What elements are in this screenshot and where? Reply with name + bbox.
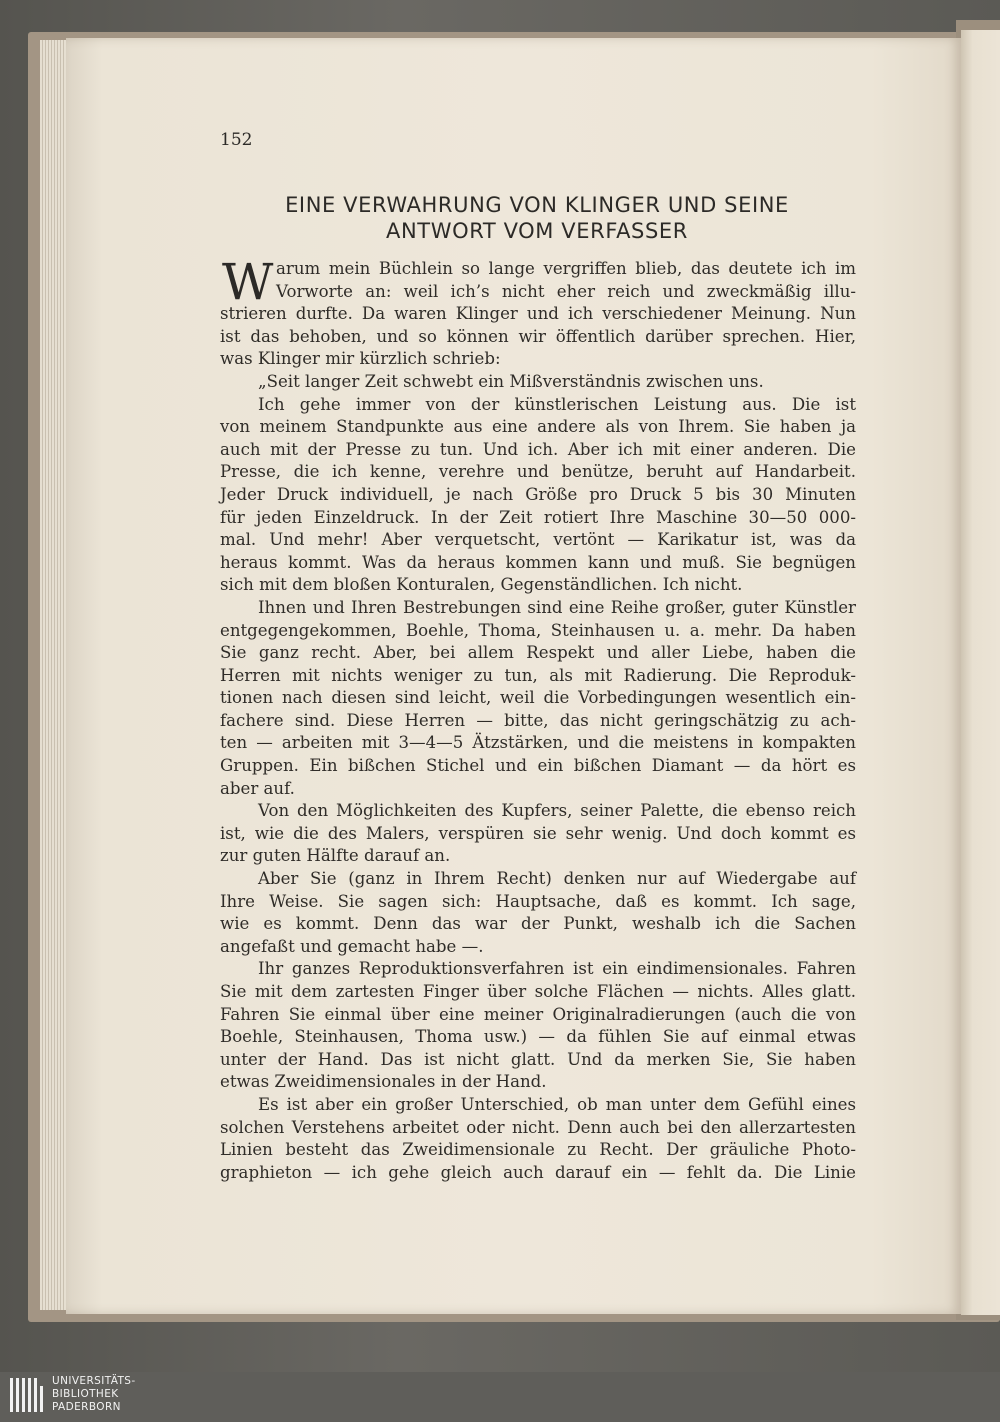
text-line: angefaßt und gemacht habe —. [220, 936, 484, 956]
logo-line-2: BIBLIOTHEK [52, 1388, 119, 1400]
text-line: entgegengekommen, Boehle, Thoma, Steinhausen u. a. mehr. Da haben [220, 620, 856, 640]
text-line: etwas Zweidimensionales in der Hand. [220, 1072, 547, 1092]
text-line: aber auf. [220, 778, 295, 798]
page-number: 152 [220, 130, 253, 150]
heading-line-1: EINE VERWAHRUNG VON KLINGER UND SEINE [285, 193, 789, 217]
text-line: solchen Verstehens arbeitet oder nicht. Denn auch bei den allerzartesten [220, 1117, 856, 1137]
text-line: ten — arbeiten mit 3—4—5 Ätzstärken, und die meistens in kompakten [220, 733, 856, 753]
library-logo-icon [8, 1376, 48, 1416]
text-line: Sie ganz recht. Aber, bei allem Respekt und aller Liebe, haben die [220, 643, 856, 663]
text-line: von meinem Standpunkte aus eine andere als von Ihrem. Sie haben ja [220, 417, 856, 437]
library-logo-text [52, 1375, 136, 1414]
text-line: Vorworte an: weil ich’s nicht eher reich und zweckmäßig illu- [276, 281, 856, 301]
text-line: Es ist aber ein großer Unterschied, ob man unter dem Gefühl eines [258, 1094, 856, 1114]
text-line: Presse, die ich kenne, verehre und benütze, beruht auf Handarbeit. [220, 462, 856, 482]
text-line: sich mit dem bloßen Konturalen, Gegenständlichen. Ich nicht. [220, 575, 743, 595]
logo-line-1: UNIVERSITÄTS- [52, 1375, 136, 1387]
text-line: mal. Und mehr! Aber verquetscht, vertönt — Karikatur ist, was da [220, 530, 856, 550]
text-line: wie es kommt. Denn das war der Punkt, weshalb ich die Sachen [220, 914, 856, 934]
text-line: was Klinger mir kürzlich schrieb: [220, 349, 501, 369]
text-line: fachere sind. Diese Herren — bitte, das nicht geringschätzig zu ach- [220, 710, 856, 730]
text-line: Aber Sie (ganz in Ihrem Recht) denken nur auf Wiedergabe auf [258, 869, 856, 889]
text-line: Boehle, Steinhausen, Thoma usw.) — da fühlen Sie auf einmal etwas [220, 1027, 856, 1047]
text-line: Fahren Sie einmal über eine meiner Originalradierungen (auch die von [220, 1004, 856, 1024]
text-line: unter der Hand. Das ist nicht glatt. Und da merken Sie, Sie haben [220, 1049, 856, 1069]
chapter-heading [220, 192, 854, 244]
text-line: strieren durfte. Da waren Klinger und ich verschiedener Meinung. Nun [220, 304, 856, 324]
text-line: Ich gehe immer von der künstlerischen Leistung aus. Die ist [258, 394, 856, 414]
text-line: arum mein Büchlein so lange vergriffen blieb, das deutete ich im [276, 259, 856, 278]
text-line: tionen nach diesen sind leicht, weil die Vorbedingungen wesentlich ein- [220, 688, 856, 708]
text-line: Ihre Weise. Sie sagen sich: Hauptsache, daß es kommt. Ich sage, [220, 891, 856, 911]
text-line: Gruppen. Ein bißchen Stichel und ein bißchen Diamant — da hört es [220, 756, 856, 776]
text-line: ist, wie die des Malers, verspüren sie sehr wenig. Und doch kommt es [220, 823, 856, 843]
heading-line-2: ANTWORT VOM VERFASSER [386, 219, 688, 243]
text-line: „Seit langer Zeit schwebt ein Mißverständnis zwischen uns. [258, 371, 764, 391]
text-line: Herren mit nichts weniger zu tun, als mit Radierung. Die Reproduk- [220, 665, 856, 685]
text-line: zur guten Hälfte darauf an. [220, 846, 451, 866]
text-line: Ihr ganzes Reproduktionsverfahren ist ein eindimensionales. Fahren [258, 959, 856, 979]
text-line: heraus kommt. Was da heraus kommen kann und muß. Sie begnügen [220, 552, 856, 572]
text-line: Ihnen und Ihren Bestrebungen sind eine Reihe großer, guter Künstler [258, 597, 856, 617]
body-text [220, 253, 856, 1184]
facing-page-edge [961, 30, 1000, 1315]
text-line: Linien besteht das Zweidimensionale zu Recht. Der gräuliche Photo- [220, 1140, 856, 1160]
text-line: graphieton — ich gehe gleich auch darauf ein — fehlt da. Die Linie [220, 1162, 856, 1182]
drop-cap: W [222, 253, 274, 311]
text-line: Jeder Druck individuell, je nach Größe pro Druck 5 bis 30 Minuten [220, 484, 856, 504]
footer-bar [0, 1372, 1000, 1422]
text-line: Sie mit dem zartesten Finger über solche Flächen — nichts. Alles glatt. [220, 982, 856, 1001]
text-line: ist das behoben, und so können wir öffentlich darüber sprechen. Hier, [220, 326, 856, 346]
logo-line-3: PADERBORN [52, 1401, 121, 1413]
text-line: Von den Möglichkeiten des Kupfers, seiner Palette, die ebenso reich [258, 801, 856, 821]
text-line: auch mit der Presse zu tun. Und ich. Aber ich mit einer anderen. Die [220, 439, 856, 459]
text-line: für jeden Einzeldruck. In der Zeit rotiert Ihre Maschine 30—50 000- [220, 507, 856, 527]
